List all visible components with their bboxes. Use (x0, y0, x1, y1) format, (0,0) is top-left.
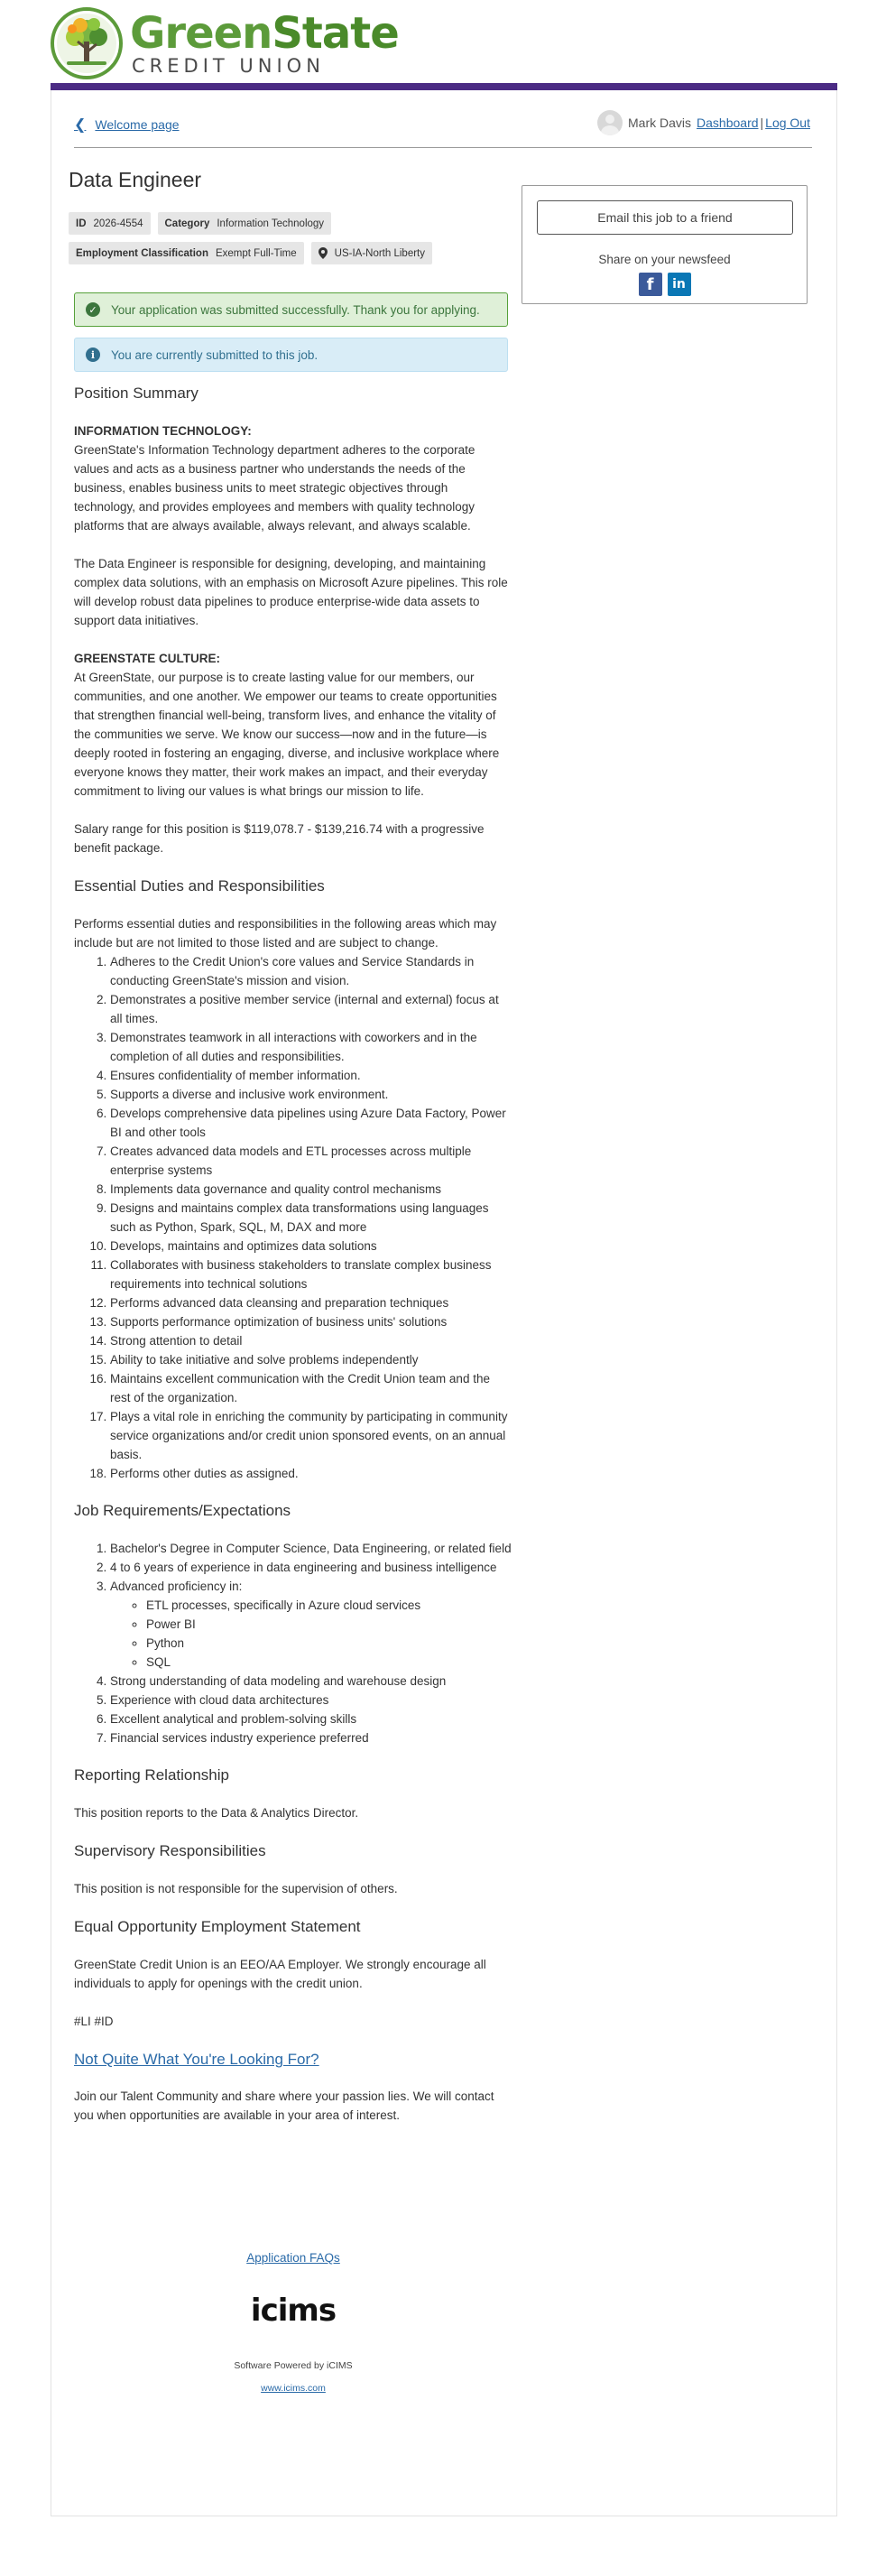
nav-separator: | (760, 116, 764, 130)
icims-logo: icims (250, 2293, 337, 2329)
hashtags: #LI #ID (74, 2015, 114, 2028)
list-item (110, 1577, 512, 1672)
location-tag (311, 242, 432, 264)
list-item: 4. Ensures confidentiality of member information. (110, 1066, 512, 1085)
eeo-text: GreenState Credit Union is an EEO/AA Employer. We strongly encourage all individuals to apply for openings with the credit union. (74, 1958, 486, 1990)
success-alert (74, 292, 508, 327)
success-alert-text: Your application was submitted successfully. Thank you for applying. (111, 302, 480, 317)
list-item: 2. 4 to 6 years of experience in data engineering and business intelligence (110, 1558, 512, 1577)
facebook-icon[interactable]: f (639, 273, 662, 296)
duties-list (110, 952, 512, 1483)
brand-subtitle: CREDIT UNION (132, 55, 325, 77)
chevron-left-icon: ❮ (74, 117, 87, 133)
list-item: 17. Plays a vital role in enriching the community by participating in community service organizations and/or credit union sponsored events, on an annual basis. (110, 1407, 512, 1464)
brand-name-green: Green (130, 8, 272, 59)
reporting-text: This position reports to the Data & Analytics Director. (74, 1806, 359, 1820)
list-item: 7. Creates advanced data models and ETL processes across multiple enterprise systems (110, 1142, 512, 1180)
top-navigation (74, 107, 812, 148)
list-item: ◦ Python (146, 1634, 512, 1653)
list-item: 1. Bachelor's Degree in Computer Science, Data Engineering, or related field (110, 1539, 512, 1558)
brand-name-state: State (272, 8, 399, 59)
classification-value: Exempt Full-Time (215, 247, 297, 259)
classification-label: Employment Classification (76, 247, 208, 259)
share-panel (522, 185, 808, 304)
talent-text: Join our Talent Community and share where your passion lies. We will contact you when opportunities are available in your area of interest. (74, 2090, 494, 2122)
job-id-tag (69, 212, 151, 235)
requirements-heading: Job Requirements/Expectations (74, 1502, 291, 1519)
welcome-page-label: Welcome page (95, 117, 180, 132)
list-item: 3. Demonstrates teamwork in all interactions with coworkers and in the completion of all duties and responsibilities. (110, 1028, 512, 1066)
share-label: Share on your newsfeed (598, 253, 731, 266)
proficiency-label: Advanced proficiency in: (110, 1580, 243, 1593)
duties-intro: Performs essential duties and responsibilities in the following areas which may include but are not limited to those listed and are subject to change. (74, 917, 497, 950)
logout-link[interactable]: Log Out (765, 116, 810, 130)
application-faqs-link[interactable]: Application FAQs (246, 2251, 340, 2265)
info-alert-text: You are currently submitted to this job. (111, 347, 318, 362)
tree-logo-icon (51, 7, 123, 79)
job-description (74, 384, 512, 2144)
list-item: 5. Supports a diverse and inclusive work environment. (110, 1085, 512, 1104)
position-summary-heading: Position Summary (74, 385, 198, 402)
requirements-list (110, 1539, 512, 1747)
list-item: 15. Ability to take initiative and solve problems independently (110, 1350, 512, 1369)
list-item: 12. Performs advanced data cleansing and preparation techniques (110, 1293, 512, 1312)
category-label: Category (164, 218, 210, 229)
user-name: Mark Davis (628, 116, 692, 130)
email-job-button[interactable]: Email this job to a friend (537, 200, 793, 235)
culture-text: At GreenState, our purpose is to create lasting value for our members, our communities, and one another. We empower our teams to create opportunities that strengthen financial well-being, transform lives, and enhance the vitality of the communities we serve. We know our success—now and in the future—is deeply rooted in fostering an engaging, diverse, and inclusive workplace where everyone knows they matter, their work makes an impact, and their everyday commitment to living our values is what brings our mission to life. (74, 671, 500, 798)
job-tags (69, 212, 520, 272)
culture-heading: GREENSTATE CULTURE: (74, 652, 220, 665)
location-pin-icon (318, 247, 328, 259)
list-item: 8. Implements data governance and quality control mechanisms (110, 1180, 512, 1199)
job-id-value: 2026-4554 (93, 218, 143, 229)
info-circle-icon: i (86, 347, 100, 362)
list-item: ◦ Power BI (146, 1615, 512, 1634)
list-item: 16. Maintains excellent communication with the Credit Union team and the rest of the organization. (110, 1369, 512, 1407)
reporting-heading: Reporting Relationship (74, 1766, 229, 1784)
list-item: 10. Develops, maintains and optimizes data solutions (110, 1237, 512, 1256)
list-item: 9. Designs and maintains complex data transformations using languages such as Python, Spark, SQL, M, DAX and more (110, 1199, 512, 1237)
salary-text: Salary range for this position is $119,078.7 - $139,216.74 with a progressive benefit package. (74, 822, 485, 855)
list-item: 6. Develops comprehensive data pipelines using Azure Data Factory, Power BI and other tools (110, 1104, 512, 1142)
list-item: 4. Strong understanding of data modeling and warehouse design (110, 1672, 512, 1691)
job-id-label: ID (76, 218, 87, 229)
supervisory-heading: Supervisory Responsibilities (74, 1842, 266, 1859)
list-item: 5. Experience with cloud data architectures (110, 1691, 512, 1710)
check-circle-icon: ✓ (86, 302, 100, 317)
social-links (522, 273, 807, 296)
list-item: 7. Financial services industry experience preferred (110, 1728, 512, 1747)
classification-tag (69, 242, 304, 264)
header-accent-bar (51, 83, 837, 90)
info-alert (74, 338, 508, 372)
it-section (74, 422, 512, 535)
talent-community-link[interactable]: Not Quite What You're Looking For? (74, 2051, 319, 2068)
list-item: ◦ ETL processes, specifically in Azure cloud services (146, 1596, 512, 1615)
list-item: 11. Collaborates with business stakeholders to translate complex business requirements into technical solutions (110, 1256, 512, 1293)
list-item: ◦ SQL (146, 1653, 512, 1672)
eeo-heading: Equal Opportunity Employment Statement (74, 1918, 361, 1935)
job-title: Data Engineer (69, 168, 202, 191)
proficiency-list (146, 1596, 512, 1672)
list-item: 14. Strong attention to detail (110, 1331, 512, 1350)
user-area (597, 110, 810, 135)
avatar-icon (597, 110, 623, 135)
category-tag (158, 212, 332, 235)
dashboard-link[interactable]: Dashboard (697, 116, 759, 130)
supervisory-text: This position is not responsible for the supervision of others. (74, 1882, 398, 1895)
site-header (0, 0, 877, 87)
it-text: GreenState's Information Technology department adheres to the corporate values and acts as a business partner who understands the needs of the business, enables business units to meet strategic objectives through technology, and provides employees and members with quality technology platforms that are always available, always relevant, and always scalable. (74, 443, 475, 533)
culture-section (74, 649, 512, 801)
role-text: The Data Engineer is responsible for designing, developing, and maintaining complex data solutions, with an emphasis on Microsoft Azure pipelines. This role will develop robust data pipelines to produce enterprise-wide data assets to support data initiatives. (74, 557, 508, 627)
category-value: Information Technology (217, 218, 325, 229)
list-item: 2. Demonstrates a positive member service (internal and external) focus at all times. (110, 990, 512, 1028)
list-item: 18. Performs other duties as assigned. (110, 1464, 512, 1483)
it-heading: INFORMATION TECHNOLOGY: (74, 424, 252, 438)
location-value: US-IA-North Liberty (334, 247, 425, 259)
powered-by-text: Software Powered by iCIMS (234, 2360, 353, 2371)
duties-heading: Essential Duties and Responsibilities (74, 877, 325, 894)
greenstate-logo[interactable] (51, 7, 399, 79)
linkedin-icon[interactable]: in (668, 273, 691, 296)
list-item: 1. Adheres to the Credit Union's core values and Service Standards in conducting GreenState's mission and vision. (110, 952, 512, 990)
icims-website-link[interactable]: www.icims.com (261, 2383, 326, 2394)
list-item: 13. Supports performance optimization of business units' solutions (110, 1312, 512, 1331)
welcome-page-link[interactable] (74, 116, 180, 134)
list-item: 6. Excellent analytical and problem-solving skills (110, 1710, 512, 1728)
